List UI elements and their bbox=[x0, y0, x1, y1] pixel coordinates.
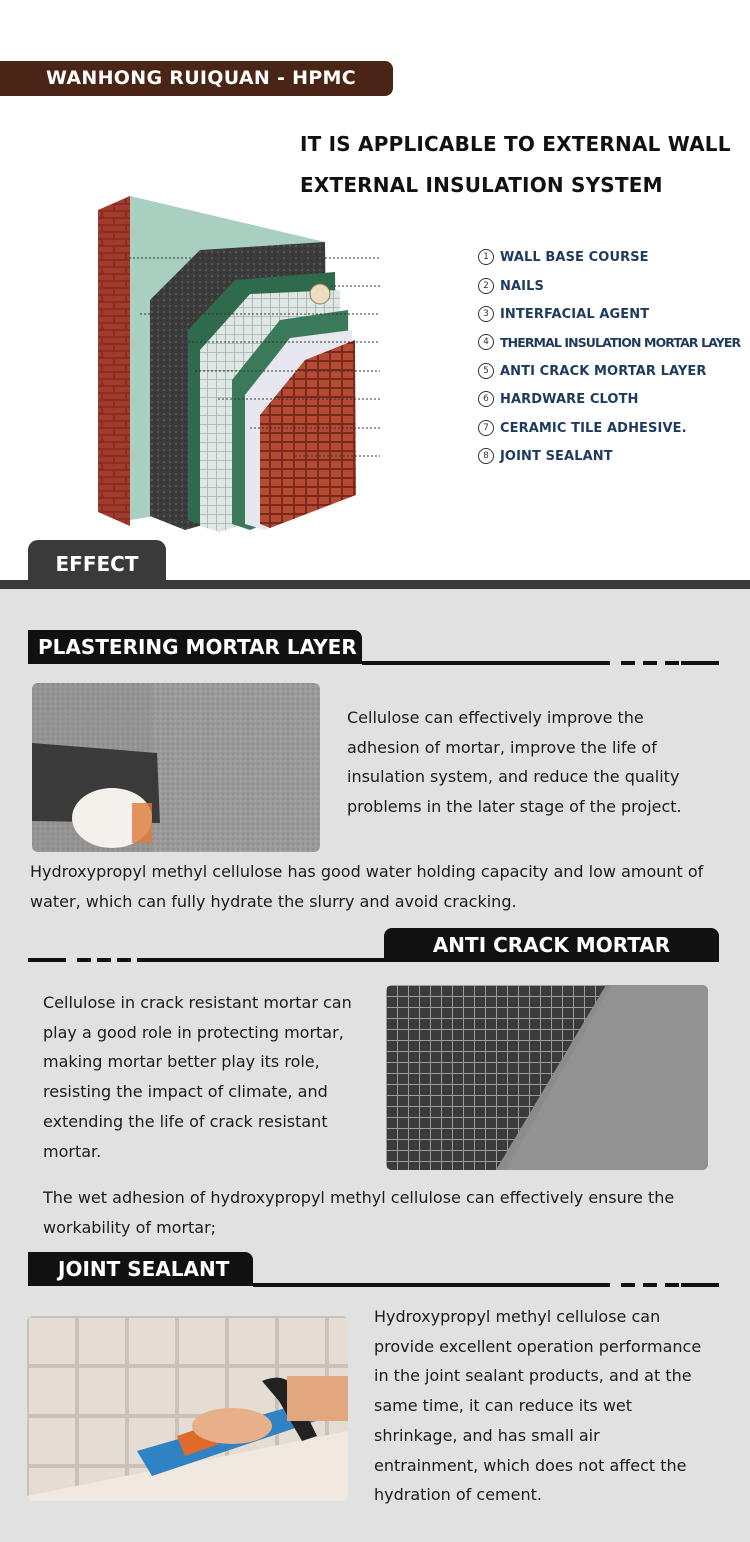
anti-crack-description: Cellulose in crack resistant mortar can play a good role in protecting mortar, making mortar better play its role, resisting the impact of climate, and extending the life of crack resistant mortar. bbox=[43, 993, 352, 1161]
effect-content bbox=[0, 589, 750, 1542]
layer-brick bbox=[98, 196, 130, 526]
legend-item-wall-base-course bbox=[478, 246, 649, 268]
section-dash bbox=[665, 1283, 679, 1287]
legend-label: HARDWARE CLOTH bbox=[500, 391, 639, 407]
section-rule bbox=[28, 958, 66, 962]
top-panel bbox=[0, 0, 750, 580]
section-title-anti-crack: ANTI CRACK MORTAR bbox=[384, 928, 719, 962]
section-title-plastering: PLASTERING MORTAR LAYER bbox=[28, 630, 362, 664]
brand-banner: WANHONG RUIQUAN - HPMC bbox=[0, 61, 393, 96]
joint-sealant-photo bbox=[27, 1316, 348, 1501]
legend-number: 8 bbox=[478, 448, 494, 464]
section-rule bbox=[253, 1283, 610, 1287]
legend-item-hardware-cloth bbox=[478, 388, 639, 410]
section-dash bbox=[97, 958, 111, 962]
section-dash bbox=[665, 661, 679, 665]
section-dash bbox=[621, 1283, 635, 1287]
legend-item-joint-sealant bbox=[478, 445, 613, 467]
legend-number: 3 bbox=[478, 306, 494, 322]
nail bbox=[310, 284, 330, 304]
section-dash bbox=[643, 661, 657, 665]
legend-number: 4 bbox=[478, 334, 494, 350]
headline-line-2: EXTERNAL INSULATION SYSTEM bbox=[300, 173, 663, 197]
effect-divider bbox=[0, 580, 750, 589]
legend-item-tile-adhesive bbox=[478, 417, 687, 439]
plastering-extra: Hydroxypropyl methyl cellulose has good water holding capacity and low amount of water, which can fully hydrate the slurry and avoid cracking. bbox=[30, 862, 704, 911]
section-title-joint-sealant: JOINT SEALANT bbox=[28, 1252, 253, 1286]
section-dash bbox=[643, 1283, 657, 1287]
headline-line-1: IT IS APPLICABLE TO EXTERNAL WALL bbox=[300, 132, 731, 156]
legend-label: INTERFACIAL AGENT bbox=[500, 306, 650, 322]
plastering-description: Cellulose can effectively improve the adhesion of mortar, improve the life of insulation system, and reduce the quality problems in the later stage of the project. bbox=[347, 708, 682, 817]
section-rule bbox=[681, 661, 719, 665]
legend-item-thermal-insulation bbox=[478, 331, 740, 353]
joint-sealant-description: Hydroxypropyl methyl cellulose can provide excellent operation performance in the joint sealant products, and at the same time, it can reduce its wet shrinkage, and has small air entrainment, which does not affect the hydration of cement. bbox=[374, 1307, 702, 1505]
legend-label: NAILS bbox=[500, 278, 544, 294]
legend-number: 1 bbox=[478, 249, 494, 265]
anti-crack-extra: The wet adhesion of hydroxypropyl methyl cellulose can effectively ensure the workability of mortar; bbox=[43, 1188, 675, 1237]
section-rule bbox=[137, 958, 385, 962]
legend-item-interfacial-agent bbox=[478, 303, 649, 325]
legend-item-nails bbox=[478, 275, 544, 297]
section-dash bbox=[621, 661, 635, 665]
legend-number: 7 bbox=[478, 420, 494, 436]
legend-number: 6 bbox=[478, 391, 494, 407]
legend-label: THERMAL INSULATION MORTAR LAYER bbox=[500, 334, 741, 350]
legend-label: CERAMIC TILE ADHESIVE. bbox=[500, 420, 687, 436]
anti-crack-photo bbox=[386, 985, 708, 1170]
legend-item-anti-crack bbox=[478, 360, 707, 382]
legend-number: 2 bbox=[478, 278, 494, 294]
wall-layers-diagram bbox=[90, 190, 380, 540]
plastering-photo bbox=[32, 683, 320, 852]
section-rule bbox=[362, 661, 610, 665]
effect-tab: EFFECT bbox=[28, 540, 166, 582]
legend-label: ANTI CRACK MORTAR LAYER bbox=[500, 363, 707, 379]
section-rule bbox=[681, 1283, 719, 1287]
section-dash bbox=[117, 958, 131, 962]
section-dash bbox=[77, 958, 91, 962]
legend-number: 5 bbox=[478, 363, 494, 379]
legend-label: WALL BASE COURSE bbox=[500, 249, 649, 265]
legend-label: JOINT SEALANT bbox=[500, 448, 613, 464]
